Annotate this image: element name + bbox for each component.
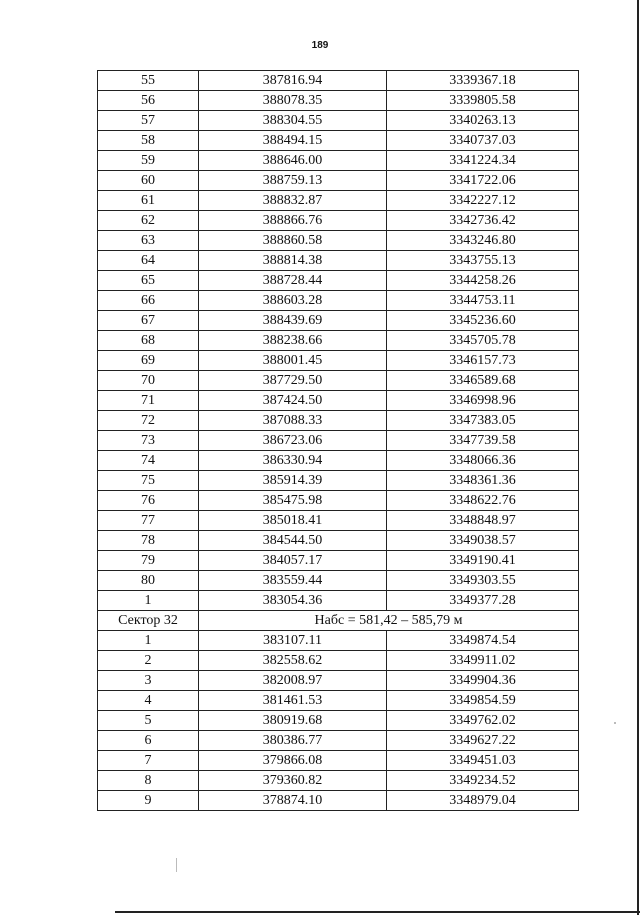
table-row: [98, 271, 579, 291]
page-number: 189: [311, 40, 329, 51]
y-coordinate-cell: 3345236.60: [387, 311, 579, 331]
table-row: [98, 431, 579, 451]
y-coordinate-cell: 3340263.13: [387, 111, 579, 131]
point-number-cell: 56: [98, 91, 199, 111]
point-number-cell: 72: [98, 411, 199, 431]
table-row: [98, 111, 579, 131]
y-coordinate-cell: 3349874.54: [387, 631, 579, 651]
y-coordinate-cell: 3349762.02: [387, 711, 579, 731]
x-coordinate-cell: 388860.58: [199, 231, 387, 251]
x-coordinate-cell: 388832.87: [199, 191, 387, 211]
y-coordinate-cell: 3342736.42: [387, 211, 579, 231]
point-number-cell: 7: [98, 751, 199, 771]
x-coordinate-cell: 382008.97: [199, 671, 387, 691]
y-coordinate-cell: 3348066.36: [387, 451, 579, 471]
y-coordinate-cell: 3347739.58: [387, 431, 579, 451]
table-row: [98, 531, 579, 551]
point-number-cell: 62: [98, 211, 199, 231]
table-row: [98, 351, 579, 371]
y-coordinate-cell: 3348622.76: [387, 491, 579, 511]
point-number-cell: 2: [98, 651, 199, 671]
y-coordinate-cell: 3349854.59: [387, 691, 579, 711]
point-number-cell: 8: [98, 771, 199, 791]
x-coordinate-cell: 385018.41: [199, 511, 387, 531]
x-coordinate-cell: 388494.15: [199, 131, 387, 151]
y-coordinate-cell: 3339367.18: [387, 71, 579, 91]
scan-speck: [614, 722, 616, 724]
y-coordinate-cell: 3349627.22: [387, 731, 579, 751]
x-coordinate-cell: 387729.50: [199, 371, 387, 391]
sector-height-range: Набс = 581,42 – 585,79 м: [199, 611, 579, 631]
table-row: [98, 91, 579, 111]
x-coordinate-cell: 380386.77: [199, 731, 387, 751]
point-number-cell: 5: [98, 711, 199, 731]
table-row: [98, 131, 579, 151]
point-number-cell: 57: [98, 111, 199, 131]
y-coordinate-cell: 3339805.58: [387, 91, 579, 111]
table-row: [98, 451, 579, 471]
x-coordinate-cell: 387816.94: [199, 71, 387, 91]
point-number-cell: 4: [98, 691, 199, 711]
table-row: [98, 371, 579, 391]
y-coordinate-cell: 3341224.34: [387, 151, 579, 171]
y-coordinate-cell: 3349451.03: [387, 751, 579, 771]
x-coordinate-cell: 387088.33: [199, 411, 387, 431]
point-number-cell: 80: [98, 571, 199, 591]
sector-header-row: [98, 611, 579, 631]
x-coordinate-cell: 380919.68: [199, 711, 387, 731]
point-number-cell: 58: [98, 131, 199, 151]
point-number-cell: 1: [98, 591, 199, 611]
y-coordinate-cell: 3349904.36: [387, 671, 579, 691]
table-row: [98, 591, 579, 611]
x-coordinate-cell: 386330.94: [199, 451, 387, 471]
x-coordinate-cell: 383054.36: [199, 591, 387, 611]
table-row: [98, 771, 579, 791]
y-coordinate-cell: 3342227.12: [387, 191, 579, 211]
y-coordinate-cell: 3343755.13: [387, 251, 579, 271]
x-coordinate-cell: 388759.13: [199, 171, 387, 191]
table-row: [98, 171, 579, 191]
y-coordinate-cell: 3346589.68: [387, 371, 579, 391]
point-number-cell: 70: [98, 371, 199, 391]
table-row: [98, 671, 579, 691]
x-coordinate-cell: 382558.62: [199, 651, 387, 671]
point-number-cell: 66: [98, 291, 199, 311]
x-coordinate-cell: 386723.06: [199, 431, 387, 451]
table-row: [98, 331, 579, 351]
table-row: [98, 291, 579, 311]
y-coordinate-cell: 3344753.11: [387, 291, 579, 311]
y-coordinate-cell: 3344258.26: [387, 271, 579, 291]
table-row: [98, 311, 579, 331]
point-number-cell: 76: [98, 491, 199, 511]
y-coordinate-cell: 3347383.05: [387, 411, 579, 431]
table-row: [98, 151, 579, 171]
y-coordinate-cell: 3348361.36: [387, 471, 579, 491]
table-row: [98, 251, 579, 271]
coordinates-table: [97, 70, 579, 811]
page-edge-bottom: [115, 911, 640, 913]
y-coordinate-cell: 3349234.52: [387, 771, 579, 791]
x-coordinate-cell: 387424.50: [199, 391, 387, 411]
y-coordinate-cell: 3349303.55: [387, 571, 579, 591]
page-edge-right: [637, 0, 639, 915]
x-coordinate-cell: 379866.08: [199, 751, 387, 771]
x-coordinate-cell: 378874.10: [199, 791, 387, 811]
x-coordinate-cell: 383107.11: [199, 631, 387, 651]
table-row: [98, 491, 579, 511]
table-row: [98, 191, 579, 211]
table-row: [98, 751, 579, 771]
point-number-cell: 78: [98, 531, 199, 551]
sector-label: Сектор 32: [98, 611, 199, 631]
x-coordinate-cell: 388001.45: [199, 351, 387, 371]
y-coordinate-cell: 3349038.57: [387, 531, 579, 551]
table-row: [98, 691, 579, 711]
x-coordinate-cell: 384544.50: [199, 531, 387, 551]
table-row: [98, 231, 579, 251]
x-coordinate-cell: 388238.66: [199, 331, 387, 351]
x-coordinate-cell: 388866.76: [199, 211, 387, 231]
table-row: [98, 471, 579, 491]
x-coordinate-cell: 388304.55: [199, 111, 387, 131]
y-coordinate-cell: 3340737.03: [387, 131, 579, 151]
point-number-cell: 61: [98, 191, 199, 211]
point-number-cell: 64: [98, 251, 199, 271]
point-number-cell: 1: [98, 631, 199, 651]
y-coordinate-cell: 3348979.04: [387, 791, 579, 811]
point-number-cell: 60: [98, 171, 199, 191]
table-row: [98, 651, 579, 671]
point-number-cell: 71: [98, 391, 199, 411]
table-row: [98, 711, 579, 731]
table-row: [98, 551, 579, 571]
x-coordinate-cell: 379360.82: [199, 771, 387, 791]
point-number-cell: 3: [98, 671, 199, 691]
x-coordinate-cell: 381461.53: [199, 691, 387, 711]
y-coordinate-cell: 3349377.28: [387, 591, 579, 611]
point-number-cell: 74: [98, 451, 199, 471]
table-row: [98, 211, 579, 231]
y-coordinate-cell: 3346998.96: [387, 391, 579, 411]
y-coordinate-cell: 3349911.02: [387, 651, 579, 671]
table-row: [98, 631, 579, 651]
table-row: [98, 511, 579, 531]
y-coordinate-cell: 3343246.80: [387, 231, 579, 251]
point-number-cell: 69: [98, 351, 199, 371]
y-coordinate-cell: 3346157.73: [387, 351, 579, 371]
point-number-cell: 65: [98, 271, 199, 291]
y-coordinate-cell: 3345705.78: [387, 331, 579, 351]
table-row: [98, 791, 579, 811]
x-coordinate-cell: 388603.28: [199, 291, 387, 311]
x-coordinate-cell: 388078.35: [199, 91, 387, 111]
x-coordinate-cell: 388646.00: [199, 151, 387, 171]
point-number-cell: 67: [98, 311, 199, 331]
x-coordinate-cell: 385475.98: [199, 491, 387, 511]
table-row: [98, 391, 579, 411]
point-number-cell: 79: [98, 551, 199, 571]
point-number-cell: 59: [98, 151, 199, 171]
point-number-cell: 77: [98, 511, 199, 531]
x-coordinate-cell: 388439.69: [199, 311, 387, 331]
x-coordinate-cell: 388814.38: [199, 251, 387, 271]
y-coordinate-cell: 3348848.97: [387, 511, 579, 531]
y-coordinate-cell: 3349190.41: [387, 551, 579, 571]
x-coordinate-cell: 384057.17: [199, 551, 387, 571]
point-number-cell: 75: [98, 471, 199, 491]
x-coordinate-cell: 388728.44: [199, 271, 387, 291]
point-number-cell: 6: [98, 731, 199, 751]
scan-speck: [176, 858, 177, 872]
x-coordinate-cell: 383559.44: [199, 571, 387, 591]
point-number-cell: 55: [98, 71, 199, 91]
point-number-cell: 73: [98, 431, 199, 451]
table-row: [98, 571, 579, 591]
y-coordinate-cell: 3341722.06: [387, 171, 579, 191]
x-coordinate-cell: 385914.39: [199, 471, 387, 491]
table-row: [98, 71, 579, 91]
table-row: [98, 411, 579, 431]
point-number-cell: 9: [98, 791, 199, 811]
point-number-cell: 68: [98, 331, 199, 351]
point-number-cell: 63: [98, 231, 199, 251]
table-row: [98, 731, 579, 751]
